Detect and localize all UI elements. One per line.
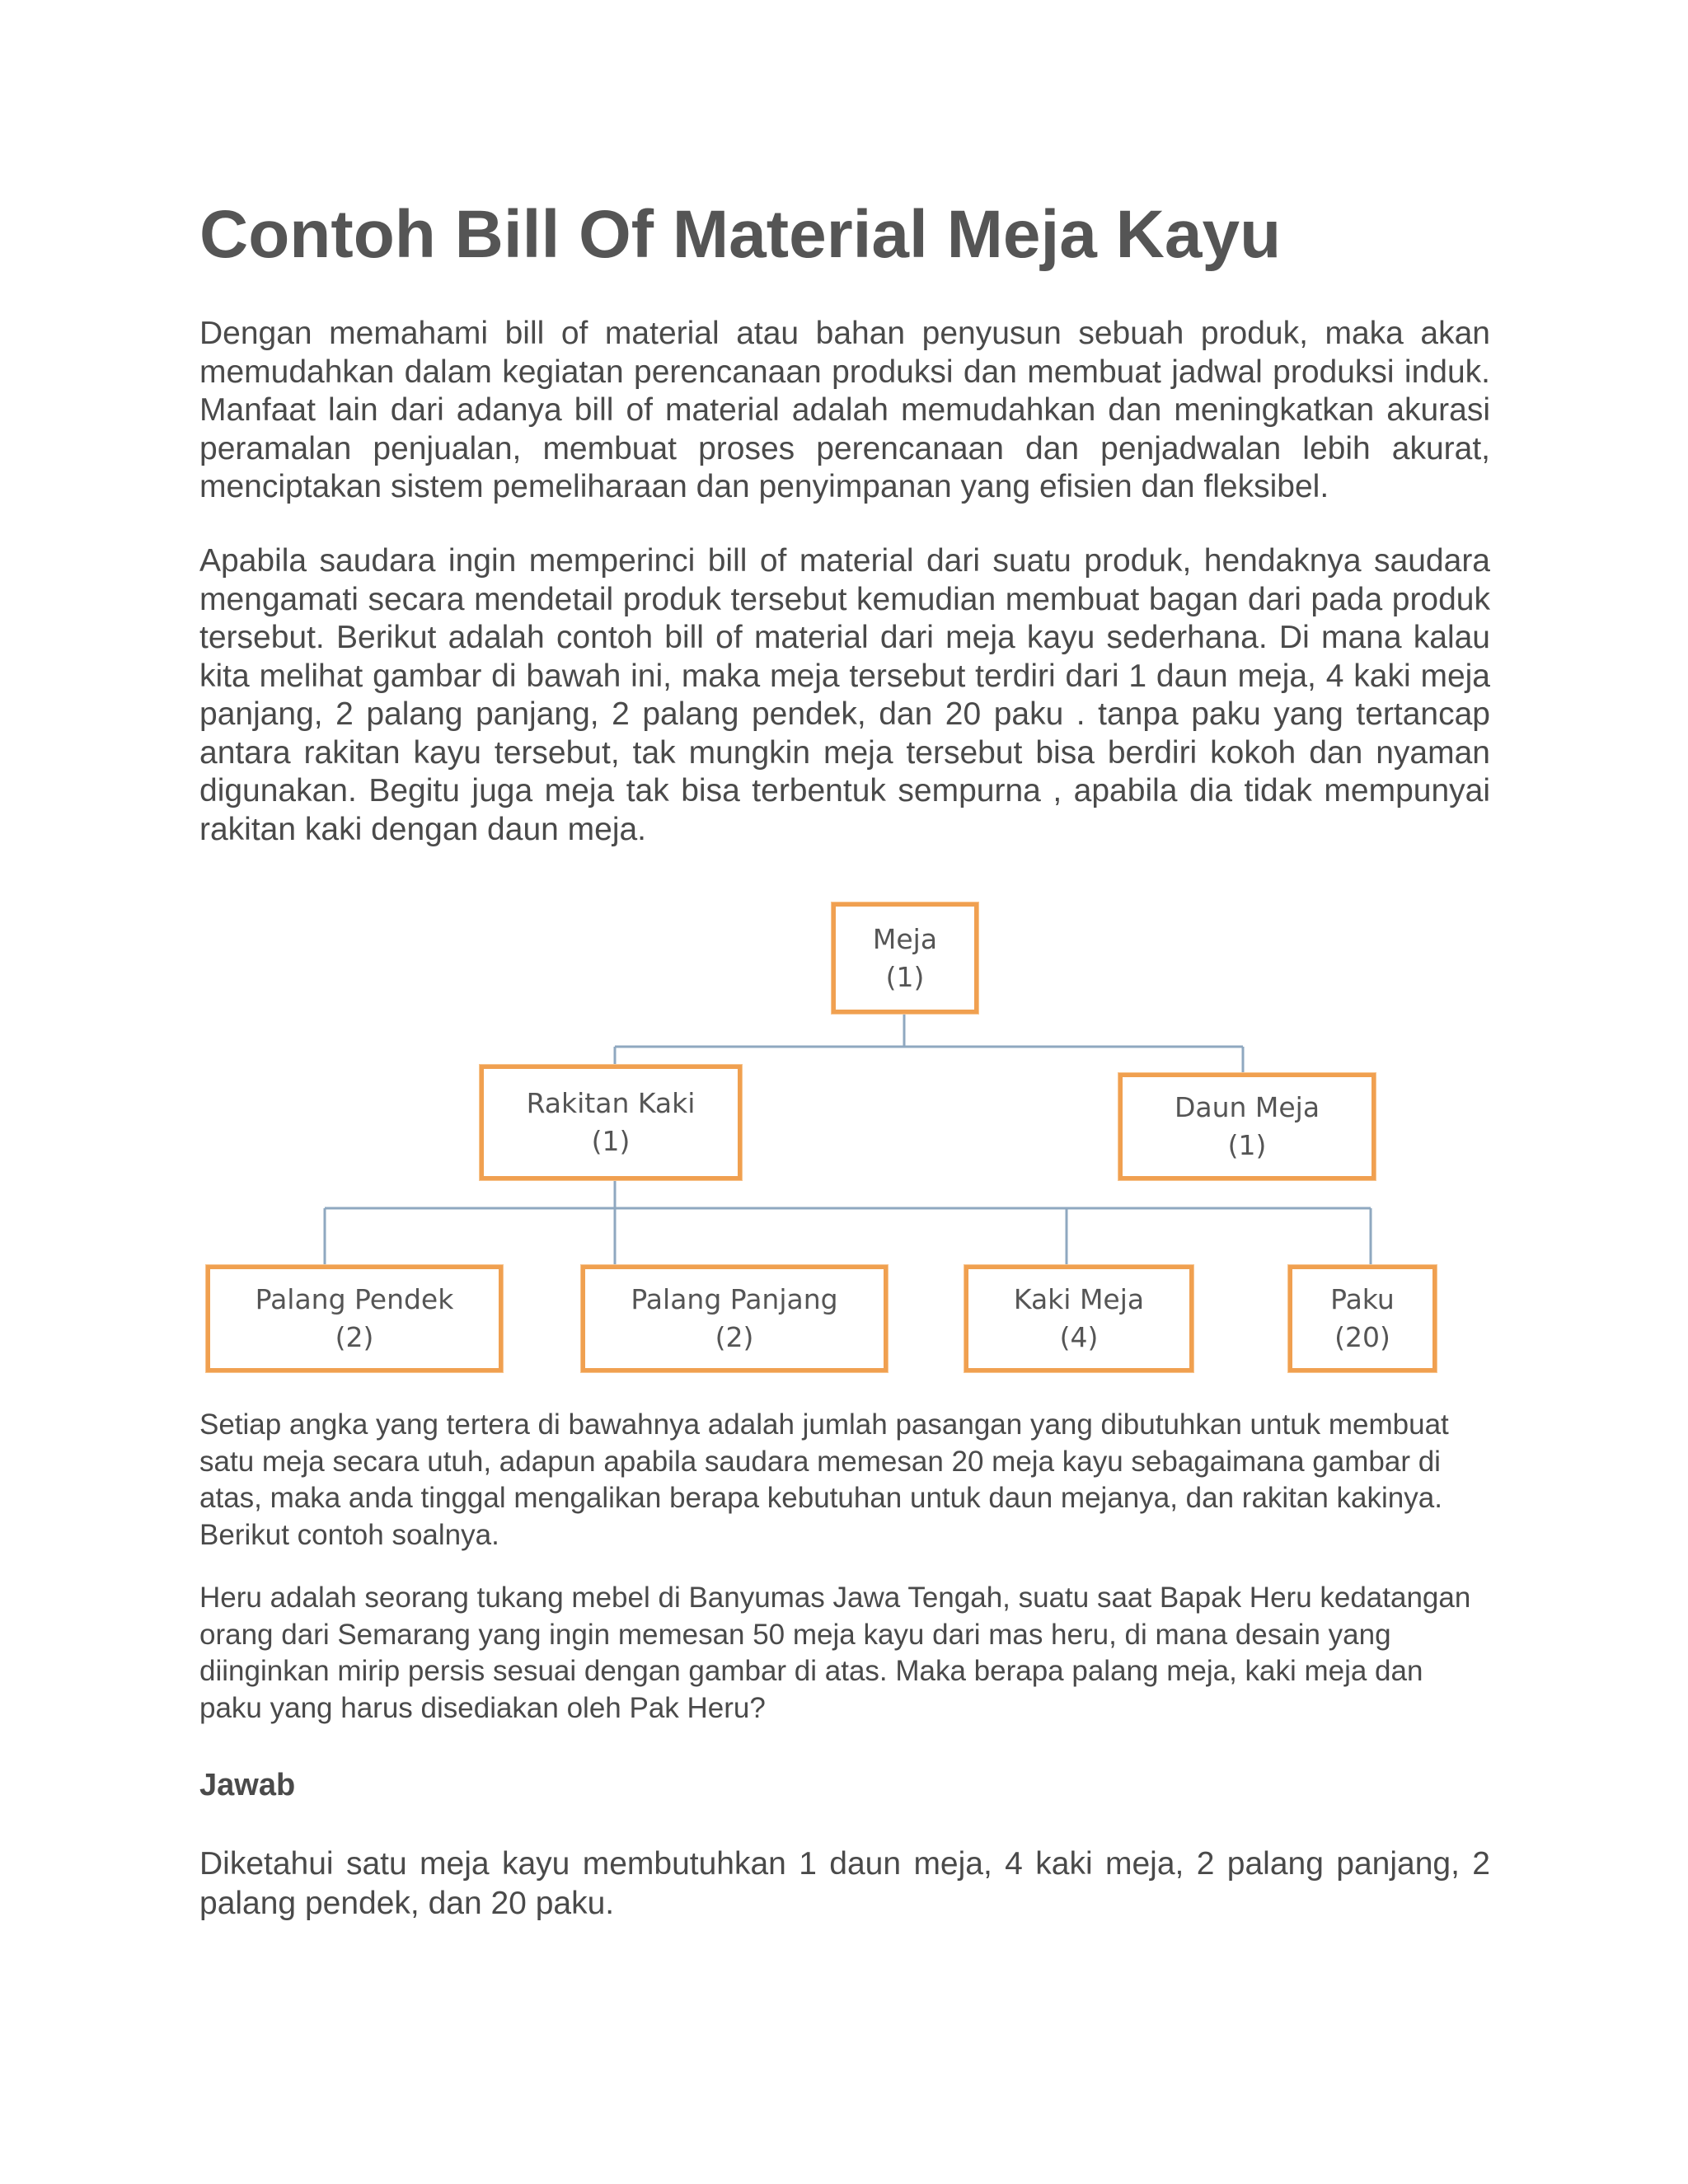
node-qty: (1) [591, 1125, 631, 1157]
node-label: Paku [1330, 1283, 1395, 1315]
bom-node-daun-meja [1118, 1073, 1376, 1180]
bom-node-paku [1288, 1265, 1437, 1372]
node-label: Rakitan Kaki [526, 1087, 696, 1119]
node-label: Kaki Meja [1013, 1283, 1145, 1315]
intro-paragraph: Dengan memahami bill of material atau bahan penyusun sebuah produk, maka akan memudahkan dalam kegiatan perencanaan produksi dan membuat jadwal produksi induk. Manfaat lain dari adanya bill of material adalah memudahkan dan meningkatkan akurasi peramalan penjualan, membuat proses perencanaan dan penjadwalan lebih akurat, menciptakan sistem pemeliharaan dan penyimpanan yang efisien dan fleksibel. [199, 316, 1490, 504]
node-qty: (4) [1059, 1321, 1099, 1353]
page-title: Contoh Bill Of Material Meja Kayu [199, 197, 1282, 272]
bom-node-rakitan-kaki [480, 1065, 742, 1180]
quantity-explanation-paragraph: Setiap angka yang tertera di bawahnya adalah jumlah pasangan yang dibutuhkan untuk membuat satu meja secara utuh, adapun apabila saudara memesan 20 meja kayu sebagaimana gambar di atas, maka anda tinggal mengalikan berapa kebutuhan untuk daun mejanya, dan rakitan kakinya. Berikut contoh soalnya. [199, 1408, 1449, 1551]
node-label: Meja [872, 922, 938, 955]
explanation-paragraph: Apabila saudara ingin memperinci bill of material dari suatu produk, hendaknya saudara mengamati secara mendetail produk tersebut kemudian membuat bagan dari pada produk tersebut. Berikut adalah contoh bill of material dari meja kayu sederhana. Di mana kalau kita melihat gambar di bawah ini, maka meja tersebut terdiri dari 1 daun meja, 4 kaki meja panjang, 2 palang panjang, 2 palang pendek, dan 20 paku . tanpa paku yang tertancap antara rakitan kayu tersebut, tak mungkin meja tersebut bisa berdiri kokoh dan nyaman digunakan. Begitu juga meja tak bisa terbentuk sempurna , apabila dia tidak mempunyai rakitan kaki dengan daun meja. [199, 543, 1490, 847]
bom-tree-diagram [198, 882, 1451, 1385]
example-problem-paragraph: Heru adalah seorang tukang mebel di Banyumas Jawa Tengah, suatu saat Bapak Heru kedatangan orang dari Semarang yang ingin memesan 50 meja kayu dari mas heru, di mana desain yang diinginkan mirip persis sesuai dengan gambar di atas. Maka berapa palang meja, kaki meja dan paku yang harus disediakan oleh Pak Heru? [199, 1582, 1471, 1724]
bom-node-kaki-meja [964, 1265, 1193, 1372]
node-label: Palang Panjang [631, 1283, 838, 1315]
node-qty: (2) [715, 1321, 754, 1353]
bom-node-palang-panjang [581, 1265, 888, 1372]
answer-heading: Jawab [199, 1768, 296, 1802]
bom-node-palang-pendek [206, 1265, 503, 1372]
answer-paragraph: Diketahui satu meja kayu membutuhkan 1 daun meja, 4 kaki meja, 2 palang panjang, 2 palang pendek, dan 20 paku. [199, 1846, 1490, 1921]
node-qty: (1) [1227, 1129, 1267, 1161]
node-label: Palang Pendek [255, 1283, 454, 1315]
bom-node-meja [832, 902, 978, 1014]
node-label: Daun Meja [1174, 1091, 1320, 1123]
node-qty: (1) [885, 960, 925, 993]
node-qty: (20) [1334, 1321, 1390, 1353]
node-qty: (2) [335, 1321, 374, 1353]
